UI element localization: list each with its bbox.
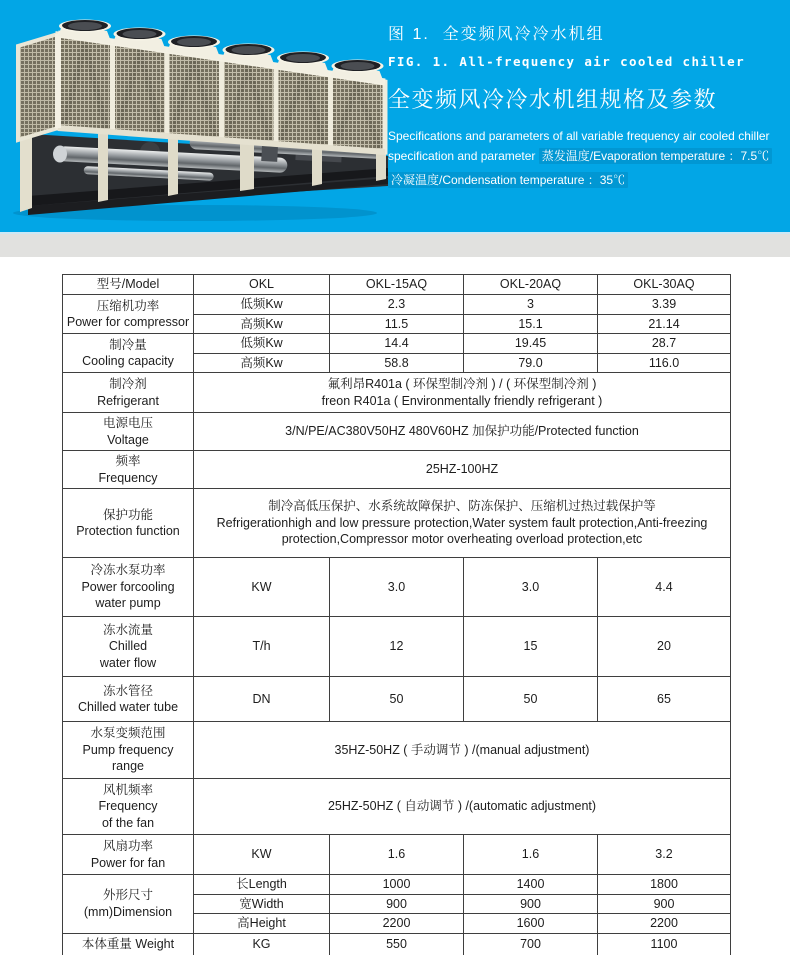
spec-table-row [63,677,731,722]
spec-table-cell: 900 [330,894,464,914]
spec-table-cell: 长Length [194,875,330,895]
spec-table-cell: 型号/Model [63,275,194,295]
spec-table-cell: 3 [464,295,598,315]
spec-table-cell: 35HZ-50HZ ( 手动调节 ) /(manual adjustment) [194,722,731,779]
condensation-line [388,170,790,190]
spec-table-row [63,334,731,354]
spec-table-cell: 3.39 [598,295,731,315]
spec-table-row [63,875,731,895]
spec-table-cell: 20 [598,617,731,677]
spec-table-row [63,558,731,617]
spec-table-row [63,373,731,413]
page-title: 全变频风冷冷水机组规格及参数 [388,87,718,112]
spec-table-cell: 116.0 [598,353,731,373]
hero-text-block [388,21,790,190]
spec-table-cell: 900 [464,894,598,914]
spec-table-row [63,722,731,779]
spec-table-cell: 2200 [598,914,731,934]
spec-table-cell: KW [194,558,330,617]
spec-table-cell: 高频Kw [194,314,330,334]
subtitle-en: Specifications and parameters of all variable frequency air cooled chiller [388,129,770,143]
spec-table-cell: 制冷量 Cooling capacity [63,334,194,373]
subtitle-spec-line [388,146,790,166]
spec-table-cell: 1400 [464,875,598,895]
spec-table-section [62,274,731,955]
spec-table-cell: 制冷剂 Refrigerant [63,373,194,413]
spec-table-cell: KG [194,933,330,955]
spec-table-cell: 12 [330,617,464,677]
spec-table-cell: 25HZ-100HZ [194,451,731,489]
evaporation-temperature: 蒸发温度/Evaporation temperature ：7.5℃ [539,148,772,164]
spec-table-row [63,413,731,451]
spec-table-row [63,295,731,315]
spec-table-cell: 压缩机功率 Power for compressor [63,295,194,334]
spec-table [62,274,731,955]
spec-table-cell: 电源电压 Voltage [63,413,194,451]
spec-table-cell: 保护功能 Protection function [63,489,194,558]
spec-table-header-row [63,275,731,295]
spec-table-cell: OKL [194,275,330,295]
spec-table-cell: 高Height [194,914,330,934]
spec-table-cell: 3.0 [464,558,598,617]
spec-table-body [63,275,731,955]
spec-table-cell: 21.14 [598,314,731,334]
spec-table-cell: 冻水流量 Chilled water flow [63,617,194,677]
spec-table-cell: 900 [598,894,731,914]
spec-table-cell: 本体重量 Weight [63,933,194,955]
spec-table-cell: OKL-20AQ [464,275,598,295]
spec-table-cell: 3.2 [598,835,731,875]
spec-table-cell: 11.5 [330,314,464,334]
spec-table-cell: 15.1 [464,314,598,334]
spec-table-cell: T/h [194,617,330,677]
spec-table-cell: OKL-30AQ [598,275,731,295]
spec-table-row [63,835,731,875]
spec-table-cell: 1600 [464,914,598,934]
spec-table-cell: 50 [464,677,598,722]
spec-table-cell: 3/N/PE/AC380V50HZ 480V60HZ 加保护功能/Protected function [194,413,731,451]
spec-table-cell: 冷冻水泵功率 Power forcooling water pump [63,558,194,617]
spec-label: specification and parameter [388,149,536,163]
spec-table-cell: KW [194,835,330,875]
spec-table-row [63,617,731,677]
spec-table-cell: 550 [330,933,464,955]
spec-table-row [63,779,731,835]
spec-table-cell: 风机频率 Frequency of the fan [63,779,194,835]
spec-table-cell: 宽Width [194,894,330,914]
spec-table-cell: 4.4 [598,558,731,617]
condensation-temperature: 冷凝温度/Condensation temperature ：35℃ [388,172,628,188]
spec-table-cell: DN [194,677,330,722]
spec-table-cell: 氟利昂R401a ( 环保型制冷剂 ) / ( 环保型制冷剂 ) freon R401a ( Environmentally friendly refrigerant ) [194,373,731,413]
spec-table-cell: 19.45 [464,334,598,354]
figure-caption-zh: 图 1. 全变频风冷冷水机组 [388,26,605,43]
spec-table-cell: 3.0 [330,558,464,617]
spec-table-cell: 50 [330,677,464,722]
spec-table-cell: 制冷高低压保护、水系统故障保护、防冻保护、压缩机过热过载保护等 Refrigerationhigh and low pressure protection,Water system fault protection,Anti-freezing protection,Compressor motor overheating overload protection,etc [194,489,731,558]
spec-table-cell: 低频Kw [194,295,330,315]
spec-table-cell: 25HZ-50HZ ( 自动调节 ) /(automatic adjustment) [194,779,731,835]
spec-table-cell: 58.8 [330,353,464,373]
spec-table-cell: 79.0 [464,353,598,373]
spec-table-cell: 2.3 [330,295,464,315]
spec-table-cell: 1000 [330,875,464,895]
spec-table-cell: 低频Kw [194,334,330,354]
spec-table-cell: 风扇功率 Power for fan [63,835,194,875]
spec-table-cell: 1100 [598,933,731,955]
spec-table-cell: 2200 [330,914,464,934]
spec-table-row [63,489,731,558]
spec-table-cell: 外形尺寸 (mm)Dimension [63,875,194,934]
spec-table-cell: 65 [598,677,731,722]
spec-table-cell: 700 [464,933,598,955]
spec-table-cell: 冻水管径 Chilled water tube [63,677,194,722]
spec-table-row [63,933,731,955]
spec-table-cell: 28.7 [598,334,731,354]
spec-table-row [63,451,731,489]
spec-table-cell: 频率 Frequency [63,451,194,489]
figure-caption-en: FIG. 1. All-frequency air cooled chiller [388,54,746,69]
chiller-product-photo [0,0,395,232]
spec-table-cell: 1.6 [464,835,598,875]
hero-banner [0,0,790,232]
spec-table-cell: 水泵变频范围 Pump frequency range [63,722,194,779]
spec-table-cell: 1800 [598,875,731,895]
spec-table-cell: 14.4 [330,334,464,354]
section-divider-band [0,232,790,257]
spec-table-cell: 15 [464,617,598,677]
spec-table-cell: 1.6 [330,835,464,875]
spec-table-cell: OKL-15AQ [330,275,464,295]
spec-table-cell: 高频Kw [194,353,330,373]
